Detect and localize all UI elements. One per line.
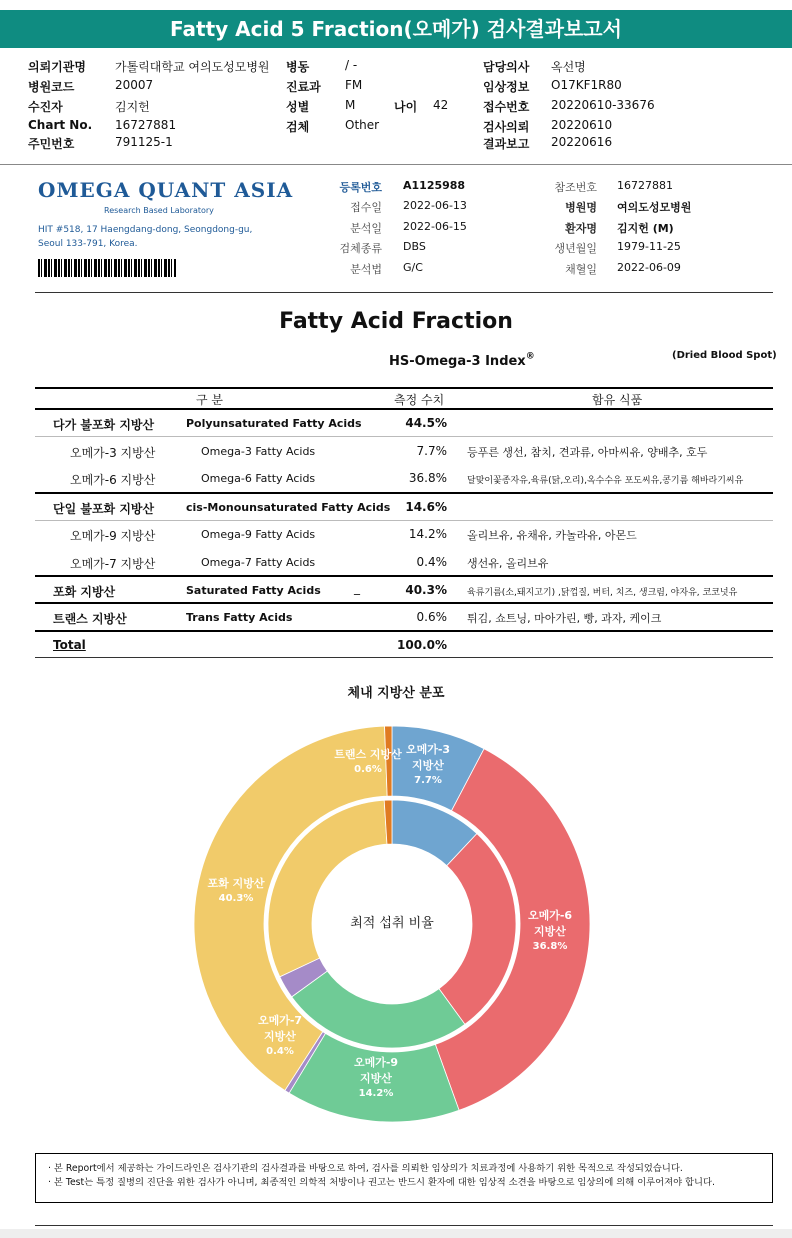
- total-value: 100.0%: [397, 638, 447, 652]
- row-category-kor: 포화 지방산: [53, 585, 116, 599]
- request-date-label: 검사의뢰: [483, 120, 530, 134]
- report-subtitle: [389, 350, 535, 369]
- row-category-eng: cis-Monounsaturated Fatty Acids: [186, 501, 391, 514]
- collect-date-label: 채혈일: [565, 263, 597, 276]
- row-value: 44.5%: [405, 416, 447, 430]
- chart-title: 체내 지방산 분포: [347, 686, 445, 701]
- row-divider: [35, 520, 773, 521]
- reg-no-value: A1125988: [403, 179, 466, 192]
- received-label: 접수일: [350, 201, 382, 214]
- label-pct: 7.7%: [414, 774, 442, 786]
- receipt-no-label: 접수번호: [483, 100, 530, 114]
- row-dash: _: [354, 581, 360, 595]
- total-label: Total: [53, 638, 86, 652]
- report-title-bar: Fatty Acid 5 Fraction(오메가) 검사결과보고서: [0, 10, 792, 48]
- birth-date-label: 생년월일: [554, 242, 597, 255]
- label-trans: [326, 747, 410, 777]
- row-category-kor: 단일 불포화 지방산: [53, 502, 155, 516]
- disclaimer-box: [35, 1153, 773, 1203]
- ref-no-label: 참조번호: [554, 181, 597, 194]
- row-foods: 달맞이꽃종자유,육류(닭,오리),옥수수유 포도씨유,콩기름 해바라기씨유: [467, 476, 744, 486]
- col-header-foods: 함유 식품: [592, 393, 643, 407]
- chart-no-value: 16727881: [115, 118, 177, 132]
- disclaimer-line2: · 본 Test는 특정 질병의 진단을 위한 검사가 아니며, 최종적인 의학적 처방이나 권고는 반드시 환자에 대한 임상적 소견을 바탕으로 임상의에 의해 이루어져야 합니다.: [48, 1177, 715, 1189]
- dept-value: FM: [345, 78, 363, 92]
- row-category-eng: Trans Fatty Acids: [186, 611, 293, 624]
- label-omega6: [520, 908, 580, 954]
- chart-center-label: 최적 섭취 비율: [350, 916, 434, 931]
- row-value: 7.7%: [416, 444, 447, 458]
- patient-name-label: 환자명: [565, 222, 597, 235]
- row-category-eng: Omega-7 Fatty Acids: [201, 556, 316, 569]
- sex-label: 성별: [286, 100, 310, 114]
- row-category-eng: Omega-6 Fatty Acids: [201, 472, 316, 485]
- ward-label: 병동: [286, 60, 310, 74]
- group-divider: [35, 602, 773, 604]
- report-heading: [0, 309, 792, 334]
- report-title: Fatty Acid Fraction: [279, 309, 513, 334]
- registered-mark: ®: [525, 351, 535, 362]
- client-org-value: 가톨릭대학교 여의도성모병원: [115, 60, 270, 74]
- row-foods: 튀김, 쇼트닝, 마아가린, 빵, 과자, 케이크: [467, 612, 662, 625]
- clinical-info-label: 임상정보: [483, 80, 530, 94]
- table-top-rule: [35, 387, 773, 389]
- hospital-code-label: 병원코드: [28, 80, 75, 94]
- label-line1: 트랜스 지방산: [334, 748, 402, 761]
- label-line1: 오메가-9: [353, 1056, 399, 1069]
- col-header-value: 측정 수치: [394, 393, 445, 407]
- method-label: 분석법: [350, 263, 382, 276]
- patient-name-value: 김지헌 (M): [617, 222, 674, 235]
- hospital-code-value: 20007: [115, 78, 154, 92]
- row-value: 14.2%: [408, 527, 447, 541]
- page-bottom-strip: [0, 1229, 792, 1238]
- row-value: 14.6%: [405, 500, 447, 514]
- resident-no-value: 791125-1: [115, 135, 173, 149]
- row-category-kor: 오메가-7 지방산: [70, 557, 156, 571]
- lab-tagline: Research Based Laboratory: [104, 206, 214, 215]
- label-line2: 지방산: [264, 1029, 296, 1043]
- report-date-label: 결과보고: [483, 137, 530, 151]
- doctor-label: 담당의사: [483, 60, 530, 74]
- patient-value: 김지헌: [115, 100, 150, 114]
- table-bottom-rule: [35, 657, 773, 658]
- row-category-eng: Polyunsaturated Fatty Acids: [186, 417, 362, 430]
- row-value: 0.4%: [416, 555, 447, 569]
- row-foods: 등푸른 생선, 참치, 견과류, 아마씨유, 양배추, 호두: [467, 446, 708, 459]
- label-line2: 지방산: [412, 758, 444, 772]
- chart-no-label: Chart No.: [28, 118, 93, 132]
- row-category-kor: 오메가-6 지방산: [70, 473, 156, 487]
- specimen-note: (Dried Blood Spot): [672, 350, 777, 361]
- patient-label: 수진자: [28, 100, 63, 114]
- disclaimer-line1: · 본 Report에서 제공하는 가이드라인은 검사기관의 검사결과를 바탕으로 하여, 검사를 의뢰한 임상의가 치료과정에 사용하기 위한 목적으로 작성되었습니다.: [48, 1163, 683, 1174]
- lab-address-line2: Seoul 133-791, Korea.: [38, 239, 138, 249]
- sex-value: M: [345, 98, 356, 112]
- analyzed-label: 분석일: [350, 222, 382, 235]
- lab-divider: [35, 292, 773, 293]
- page-bottom-rule: [35, 1225, 773, 1226]
- header-divider: [0, 164, 792, 165]
- row-divider: [35, 436, 773, 437]
- row-category-eng: Omega-9 Fatty Acids: [201, 528, 316, 541]
- sample-type-value: DBS: [403, 240, 426, 253]
- row-category-kor: 오메가-9 지방산: [70, 529, 156, 543]
- label-line2: 지방산: [360, 1071, 392, 1085]
- hospital-name-value: 여의도성모병원: [617, 201, 692, 214]
- client-org-label: 의뢰기관명: [28, 60, 86, 74]
- lab-logo: OMEGA QUANT ASIA: [38, 178, 294, 202]
- age-label: 나이: [394, 100, 418, 114]
- barcode: [38, 259, 176, 277]
- label-line1: 오메가-7: [257, 1014, 303, 1027]
- label-pct: 40.3%: [218, 892, 254, 904]
- group-divider: [35, 575, 773, 577]
- table-header-rule: [35, 408, 773, 410]
- label-pct: 0.4%: [266, 1045, 294, 1057]
- group-divider: [35, 492, 773, 494]
- sample-type-label: 검체종류: [339, 242, 382, 255]
- clinical-info-value: O17KF1R80: [551, 78, 622, 92]
- row-foods: 생선유, 올리브유: [467, 557, 549, 570]
- method-value: G/C: [403, 261, 423, 274]
- col-header-category: 구 분: [196, 393, 223, 407]
- resident-no-label: 주민번호: [28, 137, 75, 151]
- chart-title-wrap: [0, 682, 792, 701]
- row-category-eng: Omega-3 Fatty Acids: [201, 445, 316, 458]
- label-line1: 오메가-6: [527, 909, 573, 922]
- doctor-value: 옥선명: [551, 60, 586, 74]
- label-line2: 지방산: [534, 924, 566, 938]
- group-divider: [35, 630, 773, 632]
- receipt-no-value: 20220610-33676: [551, 98, 655, 112]
- received-value: 2022-06-13: [403, 199, 467, 212]
- request-date-value: 20220610: [551, 118, 613, 132]
- hs-omega-index-title: HS-Omega-3 Index: [389, 354, 526, 369]
- specimen-label: 검체: [286, 120, 310, 134]
- row-category-eng: Saturated Fatty Acids: [186, 584, 321, 597]
- label-pct: 14.2%: [358, 1087, 394, 1099]
- report-date-value: 20220616: [551, 135, 613, 149]
- specimen-value: Other: [345, 118, 380, 132]
- reg-no-label: 등록번호: [339, 181, 382, 194]
- analyzed-value: 2022-06-15: [403, 220, 467, 233]
- ward-value: / -: [345, 58, 358, 72]
- row-category-kor: 다가 불포화 지방산: [53, 418, 155, 432]
- label-omega9: [346, 1055, 406, 1101]
- age-value: 42: [433, 98, 449, 112]
- row-foods: 올리브유, 유채유, 카놀라유, 아몬드: [467, 529, 637, 542]
- label-omega7: [250, 1013, 310, 1059]
- label-pct: 36.8%: [532, 940, 568, 952]
- label-line1: 포화 지방산: [207, 877, 265, 890]
- birth-date-value: 1979-11-25: [617, 240, 681, 253]
- row-value: 36.8%: [408, 471, 447, 485]
- row-value: 0.6%: [416, 610, 447, 624]
- collect-date-value: 2022-06-09: [617, 261, 681, 274]
- label-pct: 0.6%: [354, 763, 382, 775]
- ref-no-value: 16727881: [617, 179, 673, 192]
- row-category-kor: 오메가-3 지방산: [70, 446, 156, 460]
- dept-label: 진료과: [286, 80, 321, 94]
- lab-address-line1: HIT #518, 17 Haengdang-dong, Seongdong-gu,: [38, 225, 253, 235]
- hospital-name-label: 병원명: [565, 201, 597, 214]
- row-value: 40.3%: [405, 583, 447, 597]
- row-category-kor: 트랜스 지방산: [53, 612, 127, 626]
- row-foods: 육류기름(소,돼지고기) ,닭껍질, 버터, 치즈, 생크림, 야자유, 코코넛유: [467, 588, 738, 598]
- label-line1: 오메가-3: [405, 743, 451, 756]
- label-saturated: [196, 876, 276, 906]
